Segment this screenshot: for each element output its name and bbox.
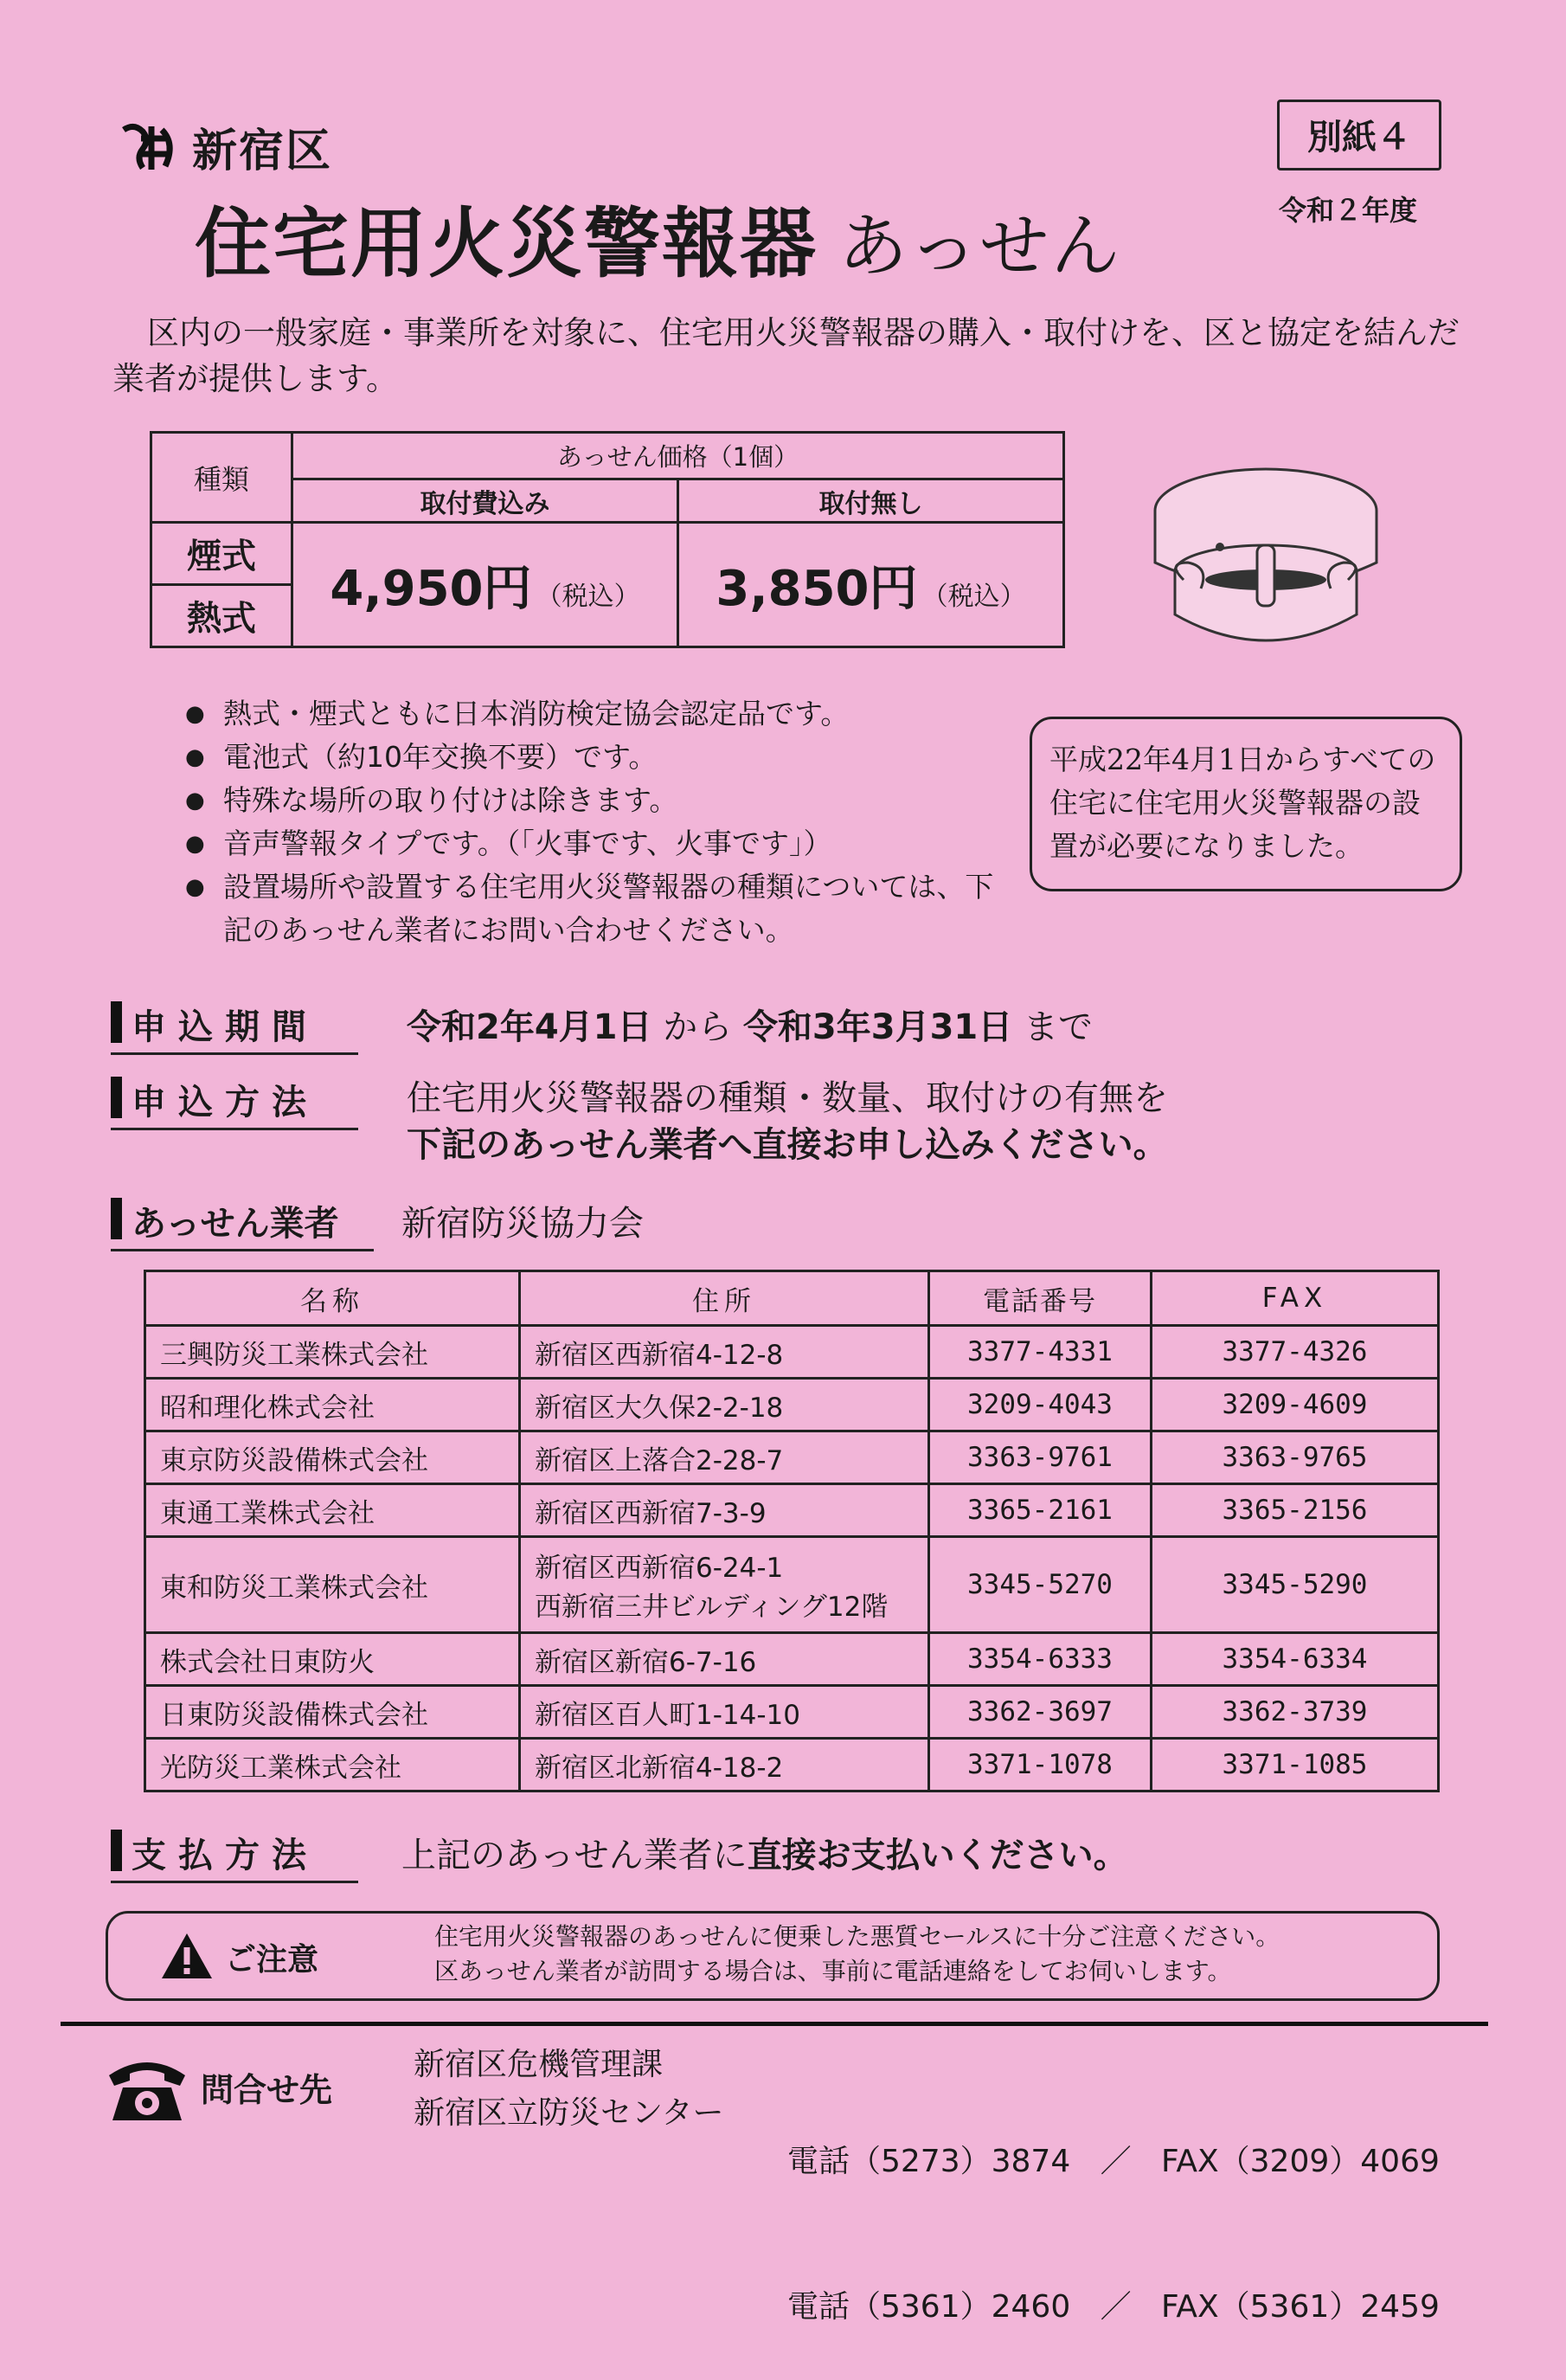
shinjuku-ward-emblem-icon xyxy=(117,121,183,175)
col-header-tel: 電話番号 xyxy=(929,1271,1152,1326)
vendor-address: 新宿区上落合2-28-7 xyxy=(520,1431,929,1484)
price-without-install-cell xyxy=(678,523,1064,647)
price-header: あっせん価格（1個） xyxy=(292,433,1064,479)
vendor-address-line2: 西新宿三井ビルディング12階 xyxy=(535,1592,889,1623)
list-item: ● 熱式・煙式ともに日本消防検定協会認定品です。 xyxy=(185,692,1019,736)
application-method-label: 申込方法 xyxy=(111,1075,358,1130)
price-without-install: 3,850円 xyxy=(716,560,918,617)
payment-label: 支払方法 xyxy=(111,1828,358,1883)
page-title-main: 住宅用火災警報器 xyxy=(195,199,818,288)
inquiry-label: 問合せ先 xyxy=(201,2071,333,2109)
type-heat: 熱式 xyxy=(151,585,292,647)
vendor-tel: 3363-9761 xyxy=(929,1431,1152,1484)
type-smoke: 煙式 xyxy=(151,523,292,585)
vendor-name: 日東防災設備株式会社 xyxy=(145,1686,520,1739)
vendors-org: 新宿防災協力会 xyxy=(401,1204,644,1244)
vendor-address: 新宿区西新宿7-3-9 xyxy=(520,1484,929,1537)
with-install-header: 取付費込み xyxy=(292,479,678,523)
price-with-install-cell xyxy=(292,523,678,647)
list-item: ● 電池式（約10年交換不要）です。 xyxy=(185,736,1019,779)
col-header-fax: FAX xyxy=(1152,1271,1439,1326)
fire-alarm-detector-icon xyxy=(1140,450,1391,684)
vendor-name: 東通工業株式会社 xyxy=(145,1484,520,1537)
contact-fax: FAX（3209）4069 xyxy=(1160,2144,1440,2179)
caution-label: ご注意 xyxy=(225,1942,319,1978)
period-until: まで xyxy=(1023,1007,1093,1047)
contact-row xyxy=(787,2283,1440,2332)
caution-text xyxy=(434,1920,1280,1989)
vendor-tel: 3362-3697 xyxy=(929,1686,1152,1739)
col-header-address: 住所 xyxy=(520,1271,929,1326)
telephone-icon xyxy=(104,2049,190,2124)
vendor-address: 新宿区新宿6-7-16 xyxy=(520,1633,929,1686)
vendor-tel: 3365-2161 xyxy=(929,1484,1152,1537)
period-end: 令和3年3月31日 xyxy=(742,1007,1013,1047)
vendor-fax: 3363-9765 xyxy=(1152,1431,1439,1484)
vendor-fax: 3365-2156 xyxy=(1152,1484,1439,1537)
inquiry-numbers xyxy=(787,2041,1440,2380)
vendor-name: 株式会社日東防火 xyxy=(145,1633,520,1686)
application-period-text xyxy=(407,1000,1093,1049)
attachment-label: 別紙４ xyxy=(1277,100,1441,170)
vendor-tel: 3209-4043 xyxy=(929,1379,1152,1431)
vendor-address: 新宿区西新宿6-24-1 xyxy=(535,1553,784,1584)
table-row xyxy=(145,1431,1439,1484)
intro-text: 区内の一般家庭・事業所を対象に、住宅用火災警報器の購入・取付けを、区と協定を結んだ業者が提供します。 xyxy=(112,314,1460,397)
application-period-label: 申込期間 xyxy=(111,1000,358,1055)
table-row xyxy=(145,1537,1439,1633)
fiscal-year: 令和２年度 xyxy=(1279,194,1418,227)
table-row xyxy=(145,1484,1439,1537)
vendors-table xyxy=(144,1270,1440,1792)
table-row xyxy=(145,1379,1439,1431)
vendor-fax: 3354-6334 xyxy=(1152,1633,1439,1686)
tax-note: （税込） xyxy=(921,581,1026,612)
table-row xyxy=(145,1686,1439,1739)
vendor-address: 新宿区大久保2-2-18 xyxy=(520,1379,929,1431)
tax-note: （税込） xyxy=(536,581,640,612)
page-title-sub: あっせん xyxy=(838,206,1122,286)
vendor-name: 三興防災工業株式会社 xyxy=(145,1326,520,1379)
footer-divider xyxy=(61,2022,1488,2026)
col-header-name: 名称 xyxy=(145,1271,520,1326)
price-with-install: 4,950円 xyxy=(330,560,532,617)
vendor-fax: 3209-4609 xyxy=(1152,1379,1439,1431)
contact-phone: 電話（5361）2460 xyxy=(787,2289,1071,2325)
vendor-tel: 3354-6333 xyxy=(929,1633,1152,1686)
ward-name: 新宿区 xyxy=(192,125,333,177)
warning-icon xyxy=(160,1932,214,1980)
vendor-fax: 3362-3739 xyxy=(1152,1686,1439,1739)
contact-name: 新宿区立防災センター xyxy=(414,2095,724,2131)
vendor-name: 東和防災工業株式会社 xyxy=(145,1537,520,1633)
vendor-tel: 3377-4331 xyxy=(929,1326,1152,1379)
vendor-fax: 3377-4326 xyxy=(1152,1326,1439,1379)
contact-phone: 電話（5273）3874 xyxy=(787,2144,1071,2179)
caution-line2: 区あっせん業者が訪問する場合は、事前に電話連絡をしてお伺いします。 xyxy=(434,1957,1232,1985)
table-row xyxy=(145,1326,1439,1379)
list-item: ● 設置場所や設置する住宅用火災警報器の種類については、下記のあっせん業者にお問い合わせください。 xyxy=(185,865,1019,952)
list-item: ● 特殊な場所の取り付けは除きます。 xyxy=(185,779,1019,822)
application-method-text xyxy=(407,1075,1168,1168)
contact-separator: ／ xyxy=(1100,2144,1132,2179)
caution-line1: 住宅用火災警報器のあっせんに便乗した悪質セールスに十分ご注意ください。 xyxy=(434,1922,1280,1951)
method-line1: 住宅用火災警報器の種類・数量、取付けの有無を xyxy=(407,1078,1168,1118)
feature-list xyxy=(185,692,1019,952)
type-header: 種類 xyxy=(151,433,292,523)
vendor-address: 新宿区百人町1-14-10 xyxy=(520,1686,929,1739)
list-item: ● 音声警報タイプです。（「火事です、火事です」） xyxy=(185,822,1019,865)
page-title xyxy=(195,183,1121,293)
method-line2: 下記のあっせん業者へ直接お申し込みください。 xyxy=(407,1125,1168,1165)
vendor-address: 新宿区西新宿4-12-8 xyxy=(520,1326,929,1379)
contact-fax: FAX（5361）2459 xyxy=(1160,2289,1440,2325)
vendor-tel: 3345-5270 xyxy=(929,1537,1152,1633)
period-from: から xyxy=(663,1007,733,1047)
vendor-name: 昭和理化株式会社 xyxy=(145,1379,520,1431)
vendor-tel: 3371-1078 xyxy=(929,1739,1152,1791)
without-install-header: 取付無し xyxy=(678,479,1064,523)
vendor-name: 光防災工業株式会社 xyxy=(145,1739,520,1791)
contact-separator: ／ xyxy=(1100,2289,1132,2325)
table-row xyxy=(145,1739,1439,1791)
vendor-address: 新宿区北新宿4-18-2 xyxy=(520,1739,929,1791)
vendor-address-cell xyxy=(520,1537,929,1633)
contact-row xyxy=(787,2138,1440,2186)
inquiry-names xyxy=(414,2041,724,2138)
contact-name: 新宿区危機管理課 xyxy=(414,2047,664,2082)
table-row xyxy=(145,1633,1439,1686)
vendor-fax: 3345-5290 xyxy=(1152,1537,1439,1633)
payment-text-pre: 上記のあっせん業者に xyxy=(401,1836,748,1875)
vendors-label: あっせん業者 xyxy=(111,1196,374,1251)
payment-text xyxy=(401,1828,1128,1877)
installation-notice: 平成22年4月1日からすべての住宅に住宅用火災警報器の設置が必要になりました。 xyxy=(1030,717,1462,891)
vendor-name: 東京防災設備株式会社 xyxy=(145,1431,520,1484)
vendor-fax: 3371-1085 xyxy=(1152,1739,1439,1791)
period-start: 令和2年4月1日 xyxy=(407,1007,652,1047)
price-table xyxy=(150,431,1065,648)
payment-text-bold: 直接お支払いください。 xyxy=(747,1836,1128,1875)
